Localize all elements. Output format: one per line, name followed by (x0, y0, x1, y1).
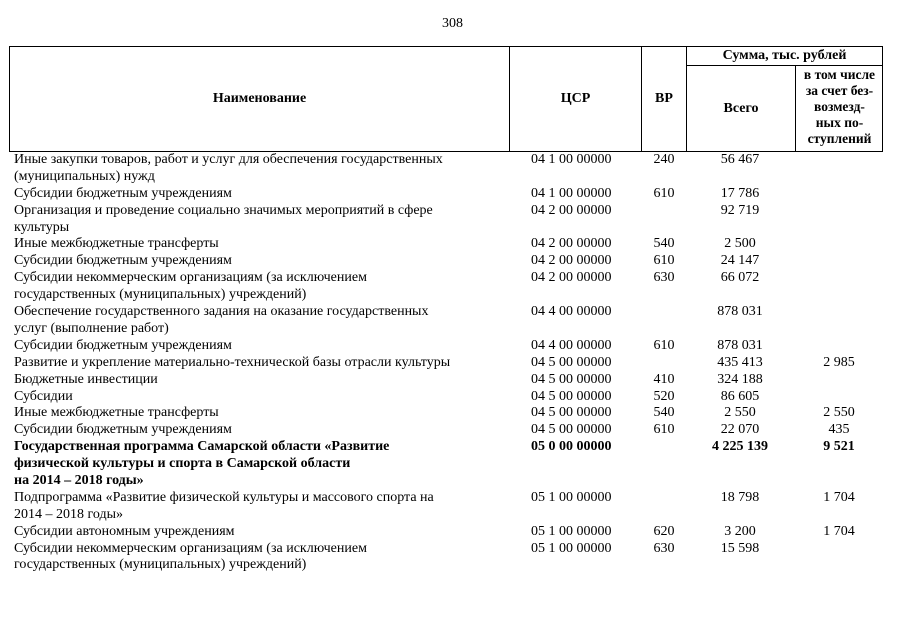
row-csr: 04 5 00 00000 (531, 422, 612, 438)
row-csr: 04 1 00 00000 (531, 185, 612, 201)
row-csr: 05 1 00 00000 (531, 540, 612, 556)
row-name (14, 270, 509, 304)
row-name (14, 338, 509, 355)
table-row (0, 304, 905, 338)
row-free-of-charge: 2 985 (823, 354, 855, 370)
row-name-line: физической культуры и спорта в Самарской области (14, 456, 351, 472)
header-sum-group: Сумма, тыс. рублей (722, 48, 847, 63)
table-row (0, 355, 905, 372)
header-csr: ЦСР (560, 91, 591, 106)
header-free-line: за счет без- (805, 83, 874, 98)
row-name-line: Субсидии некоммерческим организациям (за исключением (14, 270, 367, 286)
row-name (14, 541, 509, 575)
row-vr: 610 (653, 185, 675, 201)
row-name (14, 253, 509, 270)
row-name-line: 2014 – 2018 годы» (14, 506, 124, 522)
row-csr: 04 2 00 00000 (531, 270, 612, 286)
header-vr: ВР (655, 91, 673, 106)
row-name (14, 355, 509, 372)
row-name (14, 422, 509, 439)
row-total: 878 031 (717, 304, 763, 320)
row-name-line: Подпрограмма «Развитие физической культуры и массового спорта на (14, 489, 434, 505)
row-csr: 04 4 00 00000 (531, 337, 612, 353)
row-name-line: Субсидии бюджетным учреждениям (14, 337, 232, 353)
table-row (0, 152, 905, 186)
table-row (0, 541, 905, 575)
row-total: 24 147 (720, 253, 760, 269)
table-row (0, 203, 905, 237)
table-body (0, 152, 905, 574)
row-csr: 04 2 00 00000 (531, 253, 612, 269)
row-name (14, 304, 509, 338)
row-csr: 04 2 00 00000 (531, 236, 612, 252)
row-free-of-charge: 1 704 (823, 523, 855, 539)
header-free-line: возмезд- (814, 99, 865, 114)
row-name-line: Обеспечение государственного задания на оказание государственных (14, 304, 429, 320)
row-vr: 540 (653, 405, 675, 421)
row-total: 3 200 (724, 523, 756, 539)
row-name-line: Государственная программа Самарской области «Развитие (14, 439, 390, 455)
row-csr: 04 5 00 00000 (531, 405, 612, 421)
row-total: 86 605 (720, 388, 760, 404)
row-total: 878 031 (717, 337, 763, 353)
table-row (0, 389, 905, 406)
header-name: Наименование (212, 91, 307, 106)
row-vr: 630 (653, 270, 675, 286)
row-total: 18 798 (720, 489, 760, 505)
row-name (14, 389, 509, 406)
row-name-line: государственных (муниципальных) учреждений) (14, 287, 307, 303)
page-number: 308 (442, 16, 463, 31)
header-total: Всего (723, 100, 759, 116)
row-csr: 04 1 00 00000 (531, 152, 612, 167)
header-free-line: ных по- (815, 115, 864, 130)
row-free-of-charge: 9 521 (823, 439, 855, 455)
row-total: 435 413 (717, 354, 763, 370)
row-name (14, 186, 509, 203)
table-row (0, 439, 905, 490)
row-vr: 610 (653, 337, 675, 353)
row-csr: 04 4 00 00000 (531, 304, 612, 320)
row-vr: 610 (653, 422, 675, 438)
row-name-line: на 2014 – 2018 годы» (14, 472, 144, 488)
table-header (9, 46, 883, 152)
row-name (14, 203, 509, 237)
row-name (14, 490, 509, 524)
table-row (0, 270, 905, 304)
row-vr: 620 (653, 523, 675, 539)
table-row (0, 524, 905, 541)
row-total: 22 070 (720, 422, 760, 438)
row-csr: 04 5 00 00000 (531, 354, 612, 370)
row-name (14, 372, 509, 389)
table-row (0, 236, 905, 253)
row-total: 66 072 (720, 270, 760, 286)
table-row (0, 338, 905, 355)
row-name (14, 405, 509, 422)
row-total: 92 719 (720, 202, 760, 218)
row-name (14, 152, 509, 186)
row-total: 4 225 139 (712, 439, 768, 455)
row-csr: 04 5 00 00000 (531, 371, 612, 387)
row-name-line: государственных (муниципальных) учреждений) (14, 557, 307, 573)
row-free-of-charge: 2 550 (823, 405, 855, 421)
row-csr: 04 2 00 00000 (531, 202, 612, 218)
row-name-line: Организация и проведение социально значимых мероприятий в сфере (14, 202, 433, 218)
row-name-line: Иные межбюджетные трансферты (14, 405, 219, 421)
row-name (14, 524, 509, 541)
row-name-line: Субсидии (14, 388, 73, 404)
row-name-line: культуры (14, 219, 70, 235)
row-vr: 540 (653, 236, 675, 252)
row-name-line: Иные межбюджетные трансферты (14, 236, 219, 252)
row-vr: 520 (653, 388, 675, 404)
table-row (0, 253, 905, 270)
row-name-line: Бюджетные инвестиции (14, 371, 158, 387)
table-row (0, 186, 905, 203)
row-vr: 630 (653, 540, 675, 556)
row-csr: 05 1 00 00000 (531, 489, 612, 505)
row-name-line: услуг (выполнение работ) (14, 320, 169, 336)
header-free-of-charge (797, 67, 882, 147)
row-total: 2 500 (724, 236, 756, 252)
row-total: 2 550 (724, 405, 756, 421)
row-name-line: Субсидии бюджетным учреждениям (14, 422, 232, 438)
row-total: 324 188 (717, 371, 763, 387)
row-name-line: (муниципальных) нужд (14, 168, 155, 184)
row-name (14, 439, 509, 490)
table-row (0, 490, 905, 524)
header-free-line: в том числе (803, 67, 876, 82)
row-name-line: Субсидии бюджетным учреждениям (14, 185, 232, 201)
row-csr: 04 5 00 00000 (531, 388, 612, 404)
header-divider (795, 66, 796, 151)
row-name-line: Субсидии некоммерческим организациям (за исключением (14, 540, 367, 556)
header-free-line: ступлений (807, 131, 872, 146)
row-csr: 05 0 00 00000 (531, 439, 612, 455)
row-vr: 410 (653, 371, 675, 387)
row-name (14, 236, 509, 253)
table-row (0, 405, 905, 422)
row-name-line: Субсидии бюджетным учреждениям (14, 253, 232, 269)
row-vr: 240 (653, 152, 675, 167)
row-free-of-charge: 1 704 (823, 489, 855, 505)
row-total: 15 598 (720, 540, 760, 556)
table-row (0, 422, 905, 439)
row-total: 17 786 (720, 185, 760, 201)
row-free-of-charge: 435 (828, 422, 850, 438)
row-name-line: Иные закупки товаров, работ и услуг для обеспечения государственных (14, 152, 443, 167)
row-vr: 610 (653, 253, 675, 269)
row-name-line: Субсидии автономным учреждениям (14, 523, 235, 539)
row-csr: 05 1 00 00000 (531, 523, 612, 539)
row-total: 56 467 (720, 152, 760, 167)
row-name-line: Развитие и укрепление материально-технической базы отрасли культуры (14, 354, 451, 370)
table-row (0, 372, 905, 389)
